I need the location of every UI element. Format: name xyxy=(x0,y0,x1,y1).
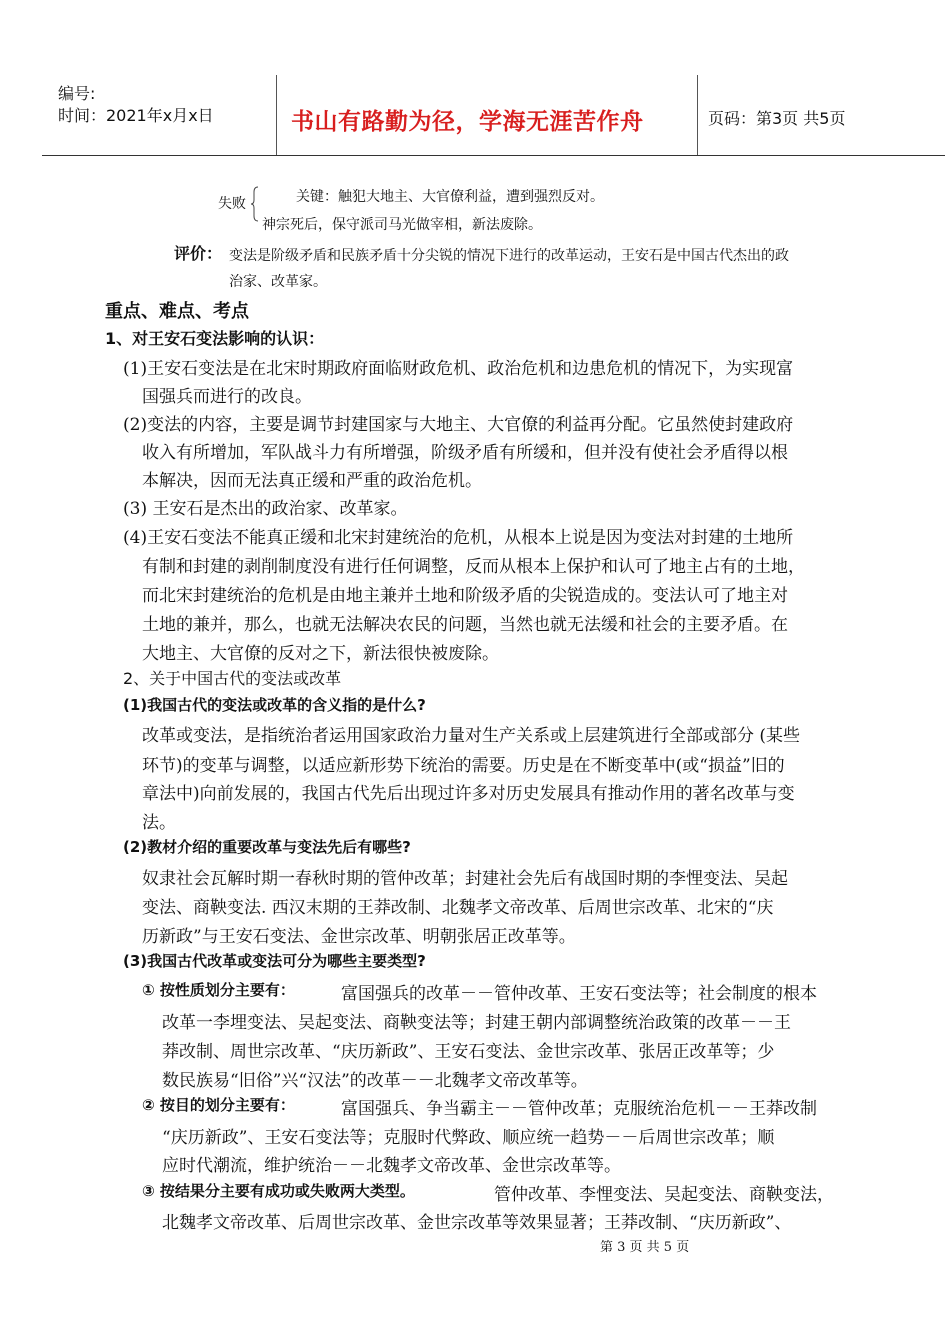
type-label: ② 按目的划分主要有： xyxy=(142,1096,295,1114)
s1-line: 本解决，因而无法真正缓和严重的政治危机。 xyxy=(142,471,482,491)
s2-answer: 变法、商鞅变法. 西汉末期的王莽改制、北魏孝文帝改革、后周世宗改革、北宋的“庆 xyxy=(142,898,774,918)
evaluation-text: 变法是阶级矛盾和民族矛盾十分尖锐的情况下进行的改革运动，王安石是中国古代杰出的政 xyxy=(229,248,789,264)
s2-question: (3)我国古代改革或变法可分为哪些主要类型? xyxy=(123,952,426,970)
s2-answer: 章法中)向前发展的，我国古代先后出现过许多对历史发展具有推动作用的著名改革与变 xyxy=(142,784,795,804)
doc-number-label: 编号: xyxy=(58,84,96,103)
page-footer: 第 3 页 共 5 页 xyxy=(600,1240,690,1255)
s1-title: 1、对王安石变法影响的认识： xyxy=(105,329,325,348)
header-divider xyxy=(276,75,277,155)
type-text: 北魏孝文帝改革、后周世宗改革、金世宗改革等效果显著；王莽改制、“庆历新政”、 xyxy=(162,1213,792,1233)
s1-line: (4)王安石变法不能真正缓和北宋封建统治的危机，从根本上说是因为变法对封建的土地所 xyxy=(123,528,794,548)
header-page-number: 页码：第3页 共5页 xyxy=(708,109,846,128)
s2-question: (2)教材介绍的重要改革与变法先后有哪些? xyxy=(123,838,411,856)
failure-key: 关键：触犯大地主、大官僚利益，遭到强烈反对。 xyxy=(296,189,604,205)
type-text: 富国强兵、争当霸主－－管仲改革；克服统治危机－－王莽改制 xyxy=(341,1099,817,1119)
s1-line: 国强兵而进行的改良。 xyxy=(142,387,312,407)
brace-icon xyxy=(251,186,259,222)
s1-line: 大地主、大官僚的反对之下，新法很快被废除。 xyxy=(142,644,499,664)
failure-death: 神宗死后，保守派司马光做宰相，新法废除。 xyxy=(262,217,542,233)
type-label: ① 按性质划分主要有： xyxy=(142,981,295,999)
type-text: “庆历新政”、王安石变法等；克服时代弊政、顺应统一趋势－－后周世宗改革；顺 xyxy=(162,1128,775,1148)
header-motto: 书山有路勤为径，学海无涯苦作舟 xyxy=(291,109,644,135)
type-text: 数民族易“旧俗”兴“汉法”的改革－－北魏孝文帝改革等。 xyxy=(162,1071,588,1091)
document-header xyxy=(0,0,950,160)
s1-line: 而北宋封建统治的危机是由地主兼并土地和阶级矛盾的尖锐造成的。变法认可了地主对 xyxy=(142,586,788,606)
s2-answer: 历新政”与王安石变法、金世宗改革、明朝张居正改革等。 xyxy=(142,927,576,947)
s2-answer: 改革或变法，是指统治者运用国家政治力量对生产关系或上层建筑进行全部或部分 (某些 xyxy=(142,726,801,746)
section-title: 重点、难点、考点 xyxy=(105,301,249,322)
type-text: 应时代潮流，维护统治－－北魏孝文帝改革、金世宗改革等。 xyxy=(162,1156,621,1176)
header-divider xyxy=(697,75,698,155)
type-text: 管仲改革、李悝变法、吴起变法、商鞅变法， xyxy=(494,1185,834,1205)
s2-answer: 环节)的变革与调整，以适应新形势下统治的需要。历史是在不断变革中(或“损益”旧的 xyxy=(142,756,785,776)
type-text: 莽改制、周世宗改革、“庆历新政”、王安石变法、金世宗改革、张居正改革等；少 xyxy=(162,1042,775,1062)
s1-line: 收入有所增加，军队战斗力有所增强，阶级矛盾有所缓和，但并没有使社会矛盾得以根 xyxy=(142,443,788,463)
s1-line: (1)王安石变法是在北宋时期政府面临财政危机、政治危机和边患危机的情况下，为实现富 xyxy=(123,359,794,379)
failure-label: 失败 xyxy=(218,196,246,212)
s1-line: (2)变法的内容，主要是调节封建国家与大地主、大官僚的利益再分配。它虽然使封建政府 xyxy=(123,415,794,435)
doc-date: 时间：2021年x月x日 xyxy=(58,106,214,125)
s2-answer: 奴隶社会瓦解时期一春秋时期的管仲改革；封建社会先后有战国时期的李悝变法、吴起 xyxy=(142,869,788,889)
type-label: ③ 按结果分主要有成功或失败两大类型。 xyxy=(142,1182,415,1200)
s2-answer: 法。 xyxy=(142,813,176,833)
type-text: 改革一李埋变法、吴起变法、商鞅变法等；封建王朝内部调整统治政策的改革－－王 xyxy=(162,1013,791,1033)
evaluation-label: 评价： xyxy=(174,244,223,263)
s1-line: (3) 王安石是杰出的政治家、改革家。 xyxy=(123,499,408,519)
s2-question: (1)我国古代的变法或改革的含义指的是什么? xyxy=(123,696,426,714)
s1-line: 有制和封建的剥削制度没有进行任何调整，反而从根本上保护和认可了地主占有的土地， xyxy=(142,557,805,577)
evaluation-text: 治家、改革家。 xyxy=(229,274,327,290)
s1-line: 土地的兼并，那么，也就无法解决农民的问题，当然也就无法缓和社会的主要矛盾。在 xyxy=(142,615,788,635)
s2-title: 2、关于中国古代的变法或改革 xyxy=(123,669,342,688)
header-rule xyxy=(42,155,945,156)
type-text: 富国强兵的改革－－管仲改革、王安石变法等；社会制度的根本 xyxy=(341,984,817,1004)
